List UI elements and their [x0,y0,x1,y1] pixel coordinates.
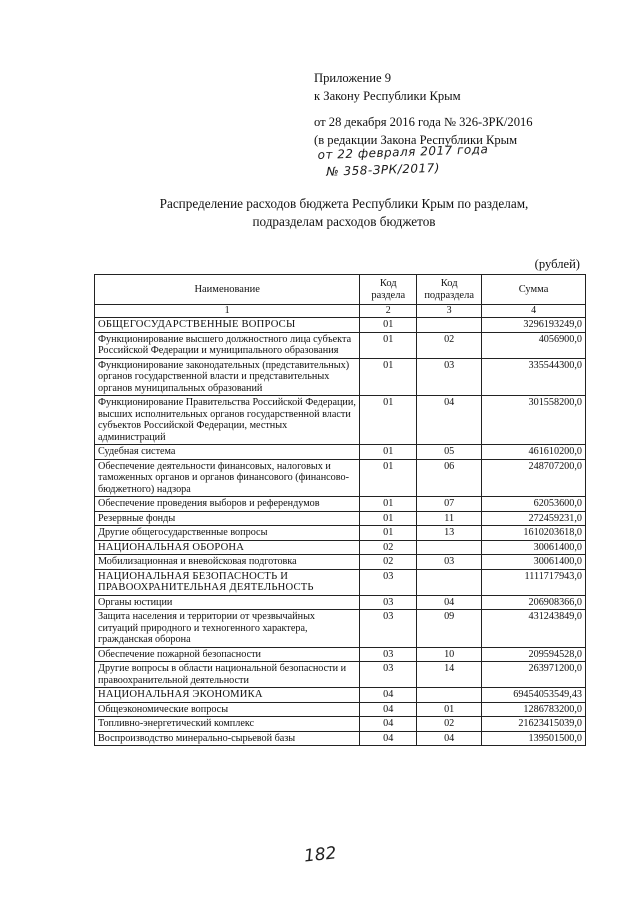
row-amount: 272459231,0 [482,511,586,526]
row-name: НАЦИОНАЛЬНАЯ ЭКОНОМИКА [95,688,360,703]
row-name: Общеэкономические вопросы [95,702,360,717]
row-subsection-code: 10 [417,647,482,662]
table-row [95,555,586,570]
row-subsection-code: 03 [417,358,482,396]
header-section-code: Код раздела [360,275,417,305]
row-name: Другие вопросы в области национальной безопасности и правоохранительной деятельности [95,662,360,688]
row-subsection-code: 04 [417,595,482,610]
column-number: 1 [95,305,360,318]
row-amount: 69454053549,43 [482,688,586,703]
title-line-2: подразделам расходов бюджетов [252,214,436,229]
row-subsection-code: 11 [417,511,482,526]
table-row [95,595,586,610]
table-row [95,332,586,358]
row-amount: 301558200,0 [482,396,586,445]
handwritten-revision-note [317,139,548,189]
row-name: Воспроизводство минерально-сырьевой базы [95,731,360,746]
table-row [95,497,586,512]
table-row [95,702,586,717]
row-amount: 461610200,0 [482,445,586,460]
row-subsection-code: 02 [417,717,482,732]
row-section-code: 01 [360,511,417,526]
row-name: НАЦИОНАЛЬНАЯ БЕЗОПАСНОСТЬ И ПРАВООХРАНИТЕЛЬНАЯ ДЕЯТЕЛЬНОСТЬ [95,569,360,595]
row-section-code: 03 [360,647,417,662]
row-amount: 335544300,0 [482,358,586,396]
row-subsection-code: 13 [417,526,482,541]
column-number: 4 [482,305,586,318]
expenditure-table [94,274,586,746]
header-subsection-code: Код подраздела [417,275,482,305]
table-row [95,647,586,662]
row-amount: 248707200,0 [482,459,586,497]
row-subsection-code: 05 [417,445,482,460]
column-number: 3 [417,305,482,318]
annex-law-ref: к Закону Республики Крым [314,89,461,103]
row-section-code: 01 [360,526,417,541]
row-section-code: 01 [360,318,417,333]
row-subsection-code [417,688,482,703]
row-amount: 209594528,0 [482,647,586,662]
row-name: Защита населения и территории от чрезвычайных ситуаций природного и техногенного характера, гражданская оборона [95,610,360,648]
row-subsection-code [417,540,482,555]
row-subsection-code: 03 [417,555,482,570]
currency-unit: (рублей) [534,257,580,271]
column-number: 2 [360,305,417,318]
row-subsection-code: 09 [417,610,482,648]
row-amount: 4056900,0 [482,332,586,358]
row-name: Другие общегосударственные вопросы [95,526,360,541]
table-row [95,717,586,732]
row-section-code: 01 [360,459,417,497]
annex-header [314,69,533,149]
header-name: Наименование [95,275,360,305]
row-name: Резервные фонды [95,511,360,526]
row-name: ОБЩЕГОСУДАРСТВЕННЫЕ ВОПРОСЫ [95,318,360,333]
annex-date: от 28 декабря 2016 года № 326-ЗРК/2016 [314,115,533,129]
row-amount: 206908366,0 [482,595,586,610]
row-name: Обеспечение проведения выборов и референдумов [95,497,360,512]
row-subsection-code: 07 [417,497,482,512]
row-name: Функционирование законодательных (представительных) органов государственной власти и представительных органов муниципальных образований [95,358,360,396]
row-amount: 30061400,0 [482,540,586,555]
row-amount: 21623415039,0 [482,717,586,732]
column-number-row [95,305,586,318]
document-title [120,195,568,231]
header-amount: Сумма [482,275,586,305]
row-amount: 3296193249,0 [482,318,586,333]
row-subsection-code: 04 [417,731,482,746]
row-name: Функционирование высшего должностного лица субъекта Российской Федерации и муниципального образования [95,332,360,358]
row-section-code: 01 [360,396,417,445]
table-row [95,358,586,396]
row-section-code: 01 [360,445,417,460]
annex-number: Приложение 9 [314,71,392,85]
row-section-code: 04 [360,688,417,703]
row-section-code: 04 [360,731,417,746]
table-row [95,540,586,555]
row-section-code: 04 [360,717,417,732]
row-name: НАЦИОНАЛЬНАЯ ОБОРОНА [95,540,360,555]
row-subsection-code: 01 [417,702,482,717]
title-line-1: Распределение расходов бюджета Республики Крым по разделам, [159,196,529,211]
handwritten-line-number: № 358-ЗРК/2017) [325,160,441,179]
row-name: Функционирование Правительства Российской Федерации, высших исполнительных органов государственной власти субъектов Российской Федерации, местных администраций [95,396,360,445]
row-subsection-code: 14 [417,662,482,688]
table-row [95,731,586,746]
table-row [95,511,586,526]
row-subsection-code [417,318,482,333]
row-amount: 30061400,0 [482,555,586,570]
table-row [95,569,586,595]
row-section-code: 03 [360,662,417,688]
table-row [95,526,586,541]
row-section-code: 02 [360,540,417,555]
row-section-code: 03 [360,610,417,648]
row-section-code: 03 [360,569,417,595]
row-subsection-code: 06 [417,459,482,497]
table-row [95,459,586,497]
row-section-code: 03 [360,595,417,610]
table-row [95,688,586,703]
row-section-code: 01 [360,497,417,512]
row-subsection-code: 02 [417,332,482,358]
row-amount: 1111717943,0 [482,569,586,595]
handwritten-page-number: 182 [303,843,338,867]
row-name: Судебная система [95,445,360,460]
row-subsection-code: 04 [417,396,482,445]
row-name: Топливно-энергетический комплекс [95,717,360,732]
row-subsection-code [417,569,482,595]
row-amount: 1286783200,0 [482,702,586,717]
row-amount: 263971200,0 [482,662,586,688]
row-section-code: 01 [360,358,417,396]
table-row [95,396,586,445]
row-section-code: 02 [360,555,417,570]
handwritten-line-date: от 22 февраля 2017 года [317,142,489,163]
row-amount: 431243849,0 [482,610,586,648]
annex-revision: (в редакции Закона Республики Крым [314,133,518,147]
row-amount: 139501500,0 [482,731,586,746]
table-row [95,610,586,648]
row-name: Мобилизационная и вневойсковая подготовка [95,555,360,570]
table-row [95,445,586,460]
row-name: Органы юстиции [95,595,360,610]
row-section-code: 04 [360,702,417,717]
table-row [95,662,586,688]
row-amount: 62053600,0 [482,497,586,512]
row-name: Обеспечение пожарной безопасности [95,647,360,662]
row-section-code: 01 [360,332,417,358]
table-row [95,318,586,333]
row-amount: 1610203618,0 [482,526,586,541]
row-name: Обеспечение деятельности финансовых, налоговых и таможенных органов и органов финансового (финансово-бюджетного) надзора [95,459,360,497]
